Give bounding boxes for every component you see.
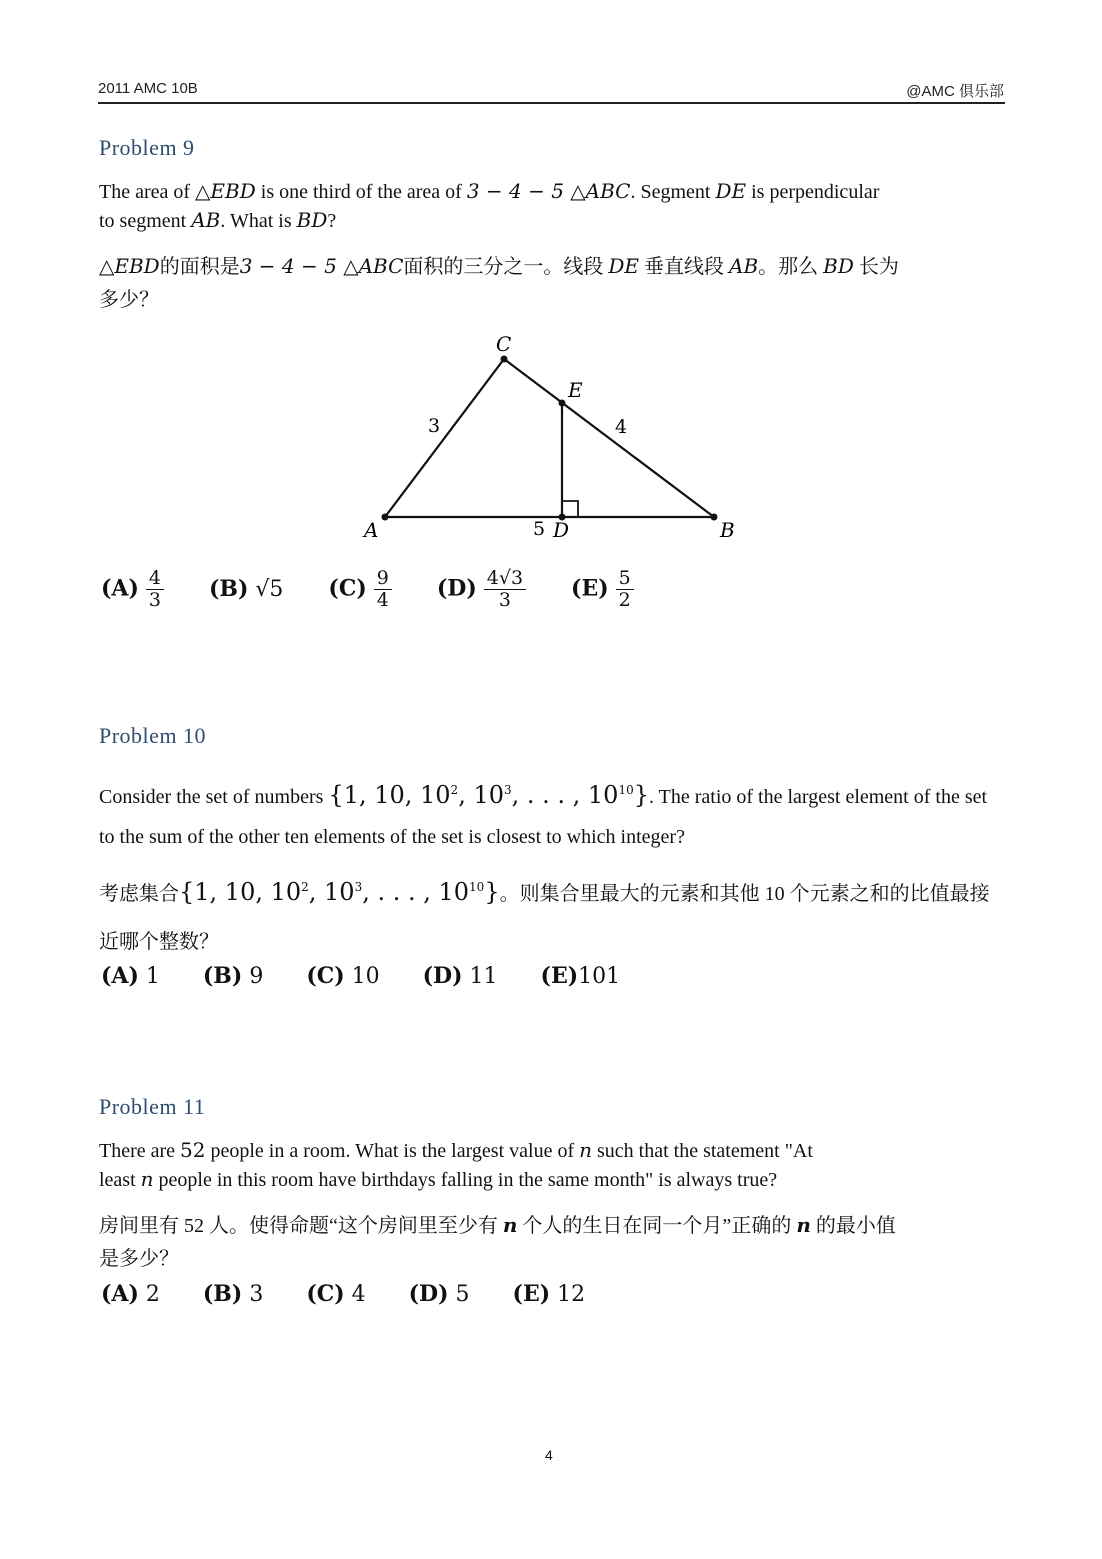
text: 垂直线段 [639,256,730,278]
text: is perpendicular [746,181,880,203]
math: {1, 10, 10 [179,878,302,906]
numerator: 4 [146,568,164,590]
text: least [99,1169,141,1191]
text: ? [327,210,337,232]
text: people in this room have birthdays falling in the same month" is always true? [153,1169,778,1191]
text: 。则集合里最大的元素和其他 10 个元素之和的比值最接 [499,883,990,905]
choice-a [101,963,160,989]
text: . What is [220,210,297,232]
label-a: A [364,518,379,542]
math: , 10 [458,781,504,809]
text: 房间里有 52 人。使得命题“这个房间里至少有 [99,1215,503,1237]
choice-label: (C) [328,575,367,602]
math: } [484,878,500,906]
problem-11-en-line-1 [99,1138,813,1163]
problem-11-en-line-2 [99,1167,777,1192]
text: 个人的生日在同一个月”正确的 [517,1215,797,1237]
math: DE [715,179,747,203]
numerator: 5 [616,568,634,590]
point-c [501,356,508,363]
point-e [559,400,566,407]
exponent: 2 [450,783,459,797]
denominator: 4 [376,588,389,611]
problem-10-en-line-1 [99,781,987,809]
label-c: C [496,332,512,356]
choice-label: (E) [540,963,579,989]
choice-label: (E) [571,575,609,602]
math: n [796,1213,811,1237]
exponent: 10 [618,783,634,797]
choice-value: 2 [145,1282,160,1307]
header-rule [98,102,1005,104]
choice-label: (B) [202,963,243,989]
header-right: @AMC 俱乐部 [906,83,1004,100]
exponent: 3 [503,783,512,797]
math: AB [191,208,221,232]
triangle-figure [350,325,770,555]
choice-label: (A) [101,1281,139,1307]
math: , 10 [308,878,355,906]
choice-d [409,1281,470,1307]
choice-label: (E) [512,1281,551,1307]
choice-e [513,1281,586,1307]
segment-cb [504,359,714,517]
denominator: 3 [148,588,161,611]
math: BD [823,254,854,278]
math: n [502,1213,518,1237]
page-number: 4 [545,1447,553,1463]
side-length-cb: 4 [615,416,628,438]
choice-label: (C) [306,1281,345,1307]
math: BD [296,208,328,232]
text: 。那么 [758,256,824,278]
text: people in a room. What is the largest value of [205,1140,580,1162]
text: . Segment [630,181,716,203]
choice-value: 9 [249,964,264,989]
side-length-ac: 3 [428,415,441,437]
math: 52 [180,1138,206,1162]
text: 的最小值 [810,1215,896,1237]
choice-value: 12 [557,1282,586,1307]
choice-label: (C) [306,963,345,989]
choice-e [571,568,634,611]
segment-ac [385,359,504,517]
choice-value: 4 [351,1282,366,1307]
choice-label: (D) [436,575,477,602]
choice-value: 5 [455,1282,470,1307]
point-b [711,514,718,521]
denominator: 2 [618,588,631,611]
text: is one third of the area of [255,181,467,203]
fraction [374,568,392,611]
math: , . . . , 10 [511,781,619,809]
text: 面积的三分之一。线段 [403,256,609,278]
choice-label: (D) [422,963,463,989]
problem-9-title: Problem 9 [99,135,195,160]
label-b: B [720,518,735,542]
problem-9-choices [101,568,634,611]
exponent: 3 [354,880,363,894]
problem-11-zh-line-2: 是多少？ [99,1248,179,1270]
text: The area of [99,181,196,203]
math: 3 − 4 − 5 △ABC [239,254,404,278]
math: △EBD [195,179,256,203]
choice-d [437,568,526,611]
choice-value: √5 [255,577,284,603]
choice-value: 10 [351,964,380,989]
math: n [140,1167,154,1191]
choice-label: (A) [101,963,139,989]
choice-c [306,963,379,989]
choice-b [203,963,263,989]
problem-11-choices [101,1281,585,1307]
text: such that the statement "At [592,1140,813,1162]
choice-a [101,568,164,611]
problem-11-zh-line-1 [99,1209,896,1238]
choice-c [328,568,391,611]
numerator: 9 [374,568,392,590]
problem-9-zh-line-2: 多少？ [99,289,159,311]
text: 的面积是 [159,256,240,278]
choice-a [101,1281,160,1307]
problem-10-choices [101,963,620,989]
math: 3 − 4 − 5 △ABC [466,179,631,203]
denominator: 3 [498,588,511,611]
math: AB [729,254,759,278]
header-left: 2011 AMC 10B [98,80,198,97]
choice-value: 101 [578,964,621,989]
text: Consider the set of numbers [99,786,329,808]
fraction [484,568,526,611]
problem-10-title: Problem 10 [99,723,207,748]
choice-b [209,576,283,602]
choice-e [541,963,621,989]
choice-label: (A) [101,575,139,602]
set-notation [179,878,500,906]
label-e: E [568,378,583,402]
text: to segment [99,210,192,232]
choice-d [423,963,498,989]
choice-label: (B) [208,576,249,603]
numerator: 4√3 [484,568,526,590]
fraction [616,568,634,611]
math: n [579,1138,592,1162]
problem-10-en-line-2: to the sum of the other ten elements of the set is closest to which integer? [99,826,685,848]
problem-11-title: Problem 11 [99,1094,206,1119]
choice-b [203,1281,263,1307]
text: . The ratio of the largest element of the set [649,786,988,808]
text: 长为 [853,256,899,278]
math: DE [608,254,640,278]
math: } [633,781,650,809]
exponent: 10 [469,880,485,894]
label-d: D [553,518,570,542]
fraction [146,568,164,611]
choice-label: (D) [408,1281,449,1307]
choice-c [306,1281,365,1307]
choice-value: 11 [469,964,498,989]
problem-10-zh-line-1 [99,877,990,906]
text: 考虑集合 [99,883,179,905]
set-notation [328,781,649,809]
exponent: 2 [301,880,309,894]
problem-9-zh-line-1 [99,250,899,279]
math: △EBD [99,254,160,278]
side-length-ab: 5 [533,518,546,540]
choice-value: 1 [145,964,160,989]
point-a [382,514,389,521]
problem-9-en-line-1 [99,179,879,204]
problem-10-zh-line-2: 近哪个整数？ [99,931,219,953]
math: , . . . , 10 [362,878,470,906]
problem-9-en-line-2 [99,208,336,233]
choice-value: 3 [249,1282,264,1307]
choice-label: (B) [202,1281,243,1307]
math: {1, 10, 10 [328,781,451,809]
text: There are [99,1140,181,1162]
